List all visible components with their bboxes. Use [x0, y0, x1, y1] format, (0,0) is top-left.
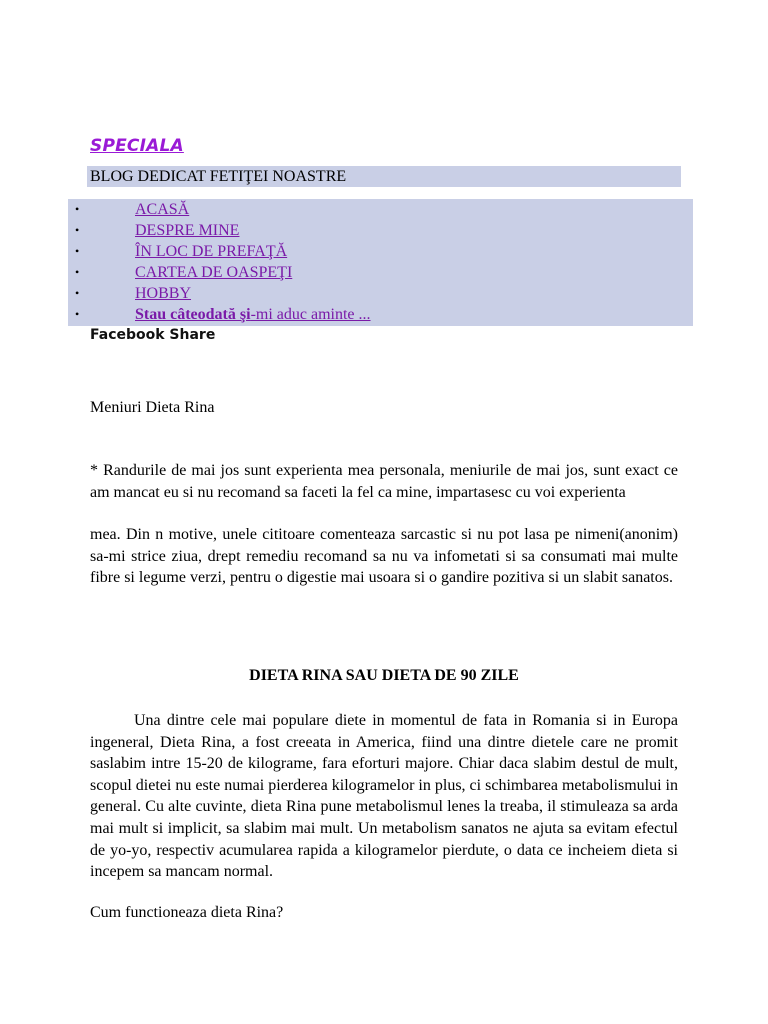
nav-link-stau-cateodata[interactable]: [135, 304, 371, 325]
nav-link-hobby[interactable]: HOBBY: [135, 285, 192, 302]
bullet-icon: •: [75, 286, 80, 300]
bullet-icon: •: [75, 265, 80, 279]
nav-link-acasa[interactable]: ACASĂ: [135, 201, 190, 218]
nav-menu: [68, 199, 693, 326]
blog-subtitle: BLOG DEDICAT FETIŢEI NOASTRE: [87, 166, 681, 187]
bullet-icon: •: [75, 223, 80, 237]
nav-link-in-loc-de-prefata[interactable]: ÎN LOC DE PREFAŢĂ: [135, 243, 288, 260]
bullet-icon: •: [75, 307, 80, 321]
nav-link-rest-part: -mi aduc aminte ...: [250, 306, 371, 323]
article-body: Una dintre cele mai populare diete in momentul de fata in Romania si in Europa ingeneral, Dieta Rina, a fost creeata in America, fiind una dintre dietele care ne promit saslabim intre 15-20 de kilograme, fara eforturi majore. Chiar daca slabim destul de mult, scopul dietei nu este numai pierderea kilogramelor in plus, ci schimbarea metabolismului in general. Cu alte cuvinte, dieta Rina pune metabolismul lenes la treaba, il stimuleaza sa arda mai mult si implicit, sa slabim mai mult. Un metabolism sanatos ne ajuta sa evitam efectul de yo-yo, respectiv acumularea rapida a kilogramelor pierdute, o data ce incheiem dieta si incepem sa mancam normal.: [90, 712, 678, 881]
nav-item-acasa: [68, 199, 693, 220]
nav-item-stau-cateodata: [68, 304, 693, 325]
menu-title: Meniuri Dieta Rina: [90, 399, 215, 416]
article-question: Cum functioneaza dieta Rina?: [90, 904, 284, 921]
nav-item-despre-mine: [68, 220, 693, 241]
nav-item-in-loc-de-prefata: [68, 241, 693, 262]
nav-link-bold-part: Stau câteodată şi: [135, 306, 251, 323]
article-heading: DIETA RINA SAU DIETA DE 90 ZILE: [249, 667, 519, 684]
nav-item-cartea-de-oaspeti: [68, 262, 693, 283]
nav-link-despre-mine[interactable]: DESPRE MINE: [135, 222, 240, 239]
disclaimer-line2: mea. Din n motive, unele cititoare comenteaza sarcastic si nu pot lasa pe nimeni(anonim) sa-mi strice ziua, drept remediu recomand sa nu va infometati si sa consumati mai multe fibre si legume verzi, pentru o digestie mai usoara si o gandire pozitiva si un slabit sanatos.: [90, 526, 678, 587]
blog-title-link[interactable]: SPECIALA: [90, 136, 184, 156]
nav-link-cartea-de-oaspeti[interactable]: CARTEA DE OASPEŢI: [135, 264, 293, 281]
disclaimer-line1: * Randurile de mai jos sunt experienta mea personala, meniurile de mai jos, sunt exact ce am mancat eu si nu recomand sa faceti la fel ca mine, impartasesc cu voi experienta: [90, 462, 678, 501]
nav-item-hobby: [68, 283, 693, 304]
bullet-icon: •: [75, 244, 80, 258]
bullet-icon: •: [75, 202, 80, 216]
facebook-share-link[interactable]: Facebook Share: [90, 327, 216, 343]
